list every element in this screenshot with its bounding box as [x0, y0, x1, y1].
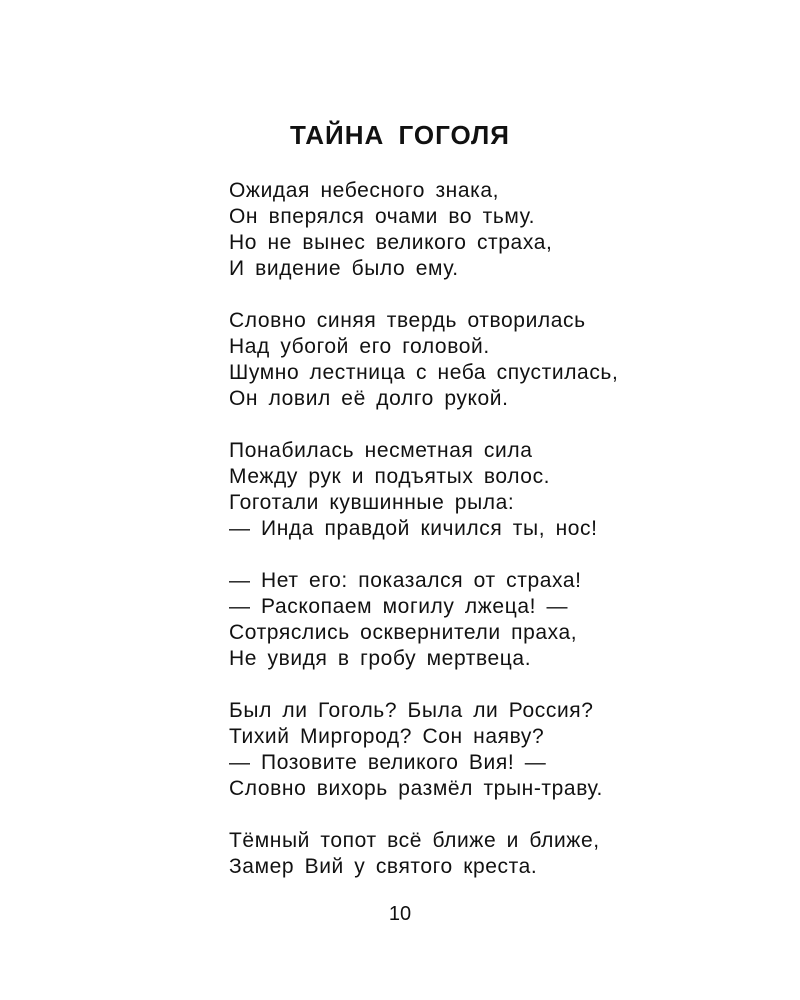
poem-line: Шумно лестница с неба спустилась, — [229, 361, 619, 384]
poem-line: Он вперялся очами во тьму. — [229, 205, 536, 228]
page-number: 10 — [388, 903, 412, 925]
poem-line: — Инда правдой кичился ты, нос! — [229, 517, 598, 540]
stanza-1 — [229, 178, 769, 282]
stanza-5 — [229, 698, 769, 802]
poem-line: Словно вихорь размёл трын-траву. — [229, 777, 603, 800]
poem-line: Понабилась несметная сила — [229, 439, 533, 462]
poem-line: Замер Вий у святого креста. — [229, 855, 538, 878]
poem-line: Между рук и подъятых волос. — [229, 465, 551, 488]
poem-line: Тихий Миргород? Сон наяву? — [229, 725, 545, 748]
poem-line: Был ли Гоголь? Была ли Россия? — [229, 699, 594, 722]
poem-title: ТАЙНА ГОГОЛЯ — [289, 120, 510, 150]
poem-line: Не увидя в гробу мертвеца. — [229, 647, 532, 670]
poem-line: Он ловил её долго рукой. — [229, 387, 509, 410]
poem-line: — Позовите великого Вия! — — [229, 751, 547, 774]
poem-line: Но не вынес великого страха, — [229, 231, 553, 254]
stanza-4 — [229, 568, 769, 672]
poem-line: — Нет его: показался от страха! — [229, 569, 582, 592]
stanza-3 — [229, 438, 769, 542]
poem-line: — Раскопаем могилу лжеца! — — [229, 595, 569, 618]
poem-line: Гоготали кувшинные рыла: — [229, 491, 515, 514]
poem-body — [229, 178, 769, 880]
poem-line: Словно синяя твердь отворилась — [229, 309, 586, 332]
poem-line: Сотряслись осквернители праха, — [229, 621, 578, 644]
stanza-6 — [229, 828, 769, 880]
stanza-2 — [229, 308, 769, 412]
poem-line: И видение было ему. — [229, 257, 459, 280]
poem-line: Тёмный топот всё ближе и ближе, — [229, 829, 600, 852]
poem-line: Ожидая небесного знака, — [229, 179, 500, 202]
poem-line: Над убогой его головой. — [229, 335, 490, 358]
